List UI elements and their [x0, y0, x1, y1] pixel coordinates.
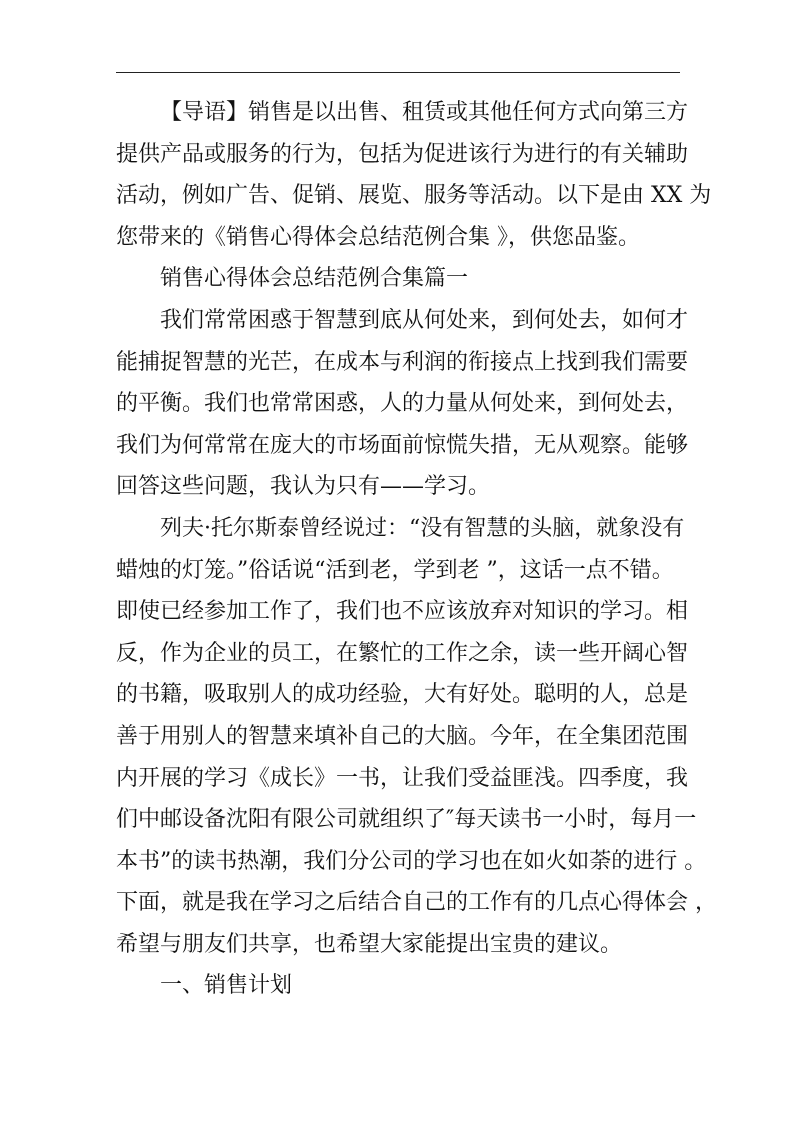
- paragraph-line: 我们为何常常在庞大的市场面前惊慌失措，无从观察。能够: [116, 432, 689, 458]
- paragraph-line: 本书”的读书热潮，我们分公司的学习也在如火如荼的进行 。: [116, 848, 707, 874]
- intro-paragraph-line: 活动，例如广告、促销、展览、服务等活动。以下是由 XX 为: [116, 183, 712, 209]
- paragraph-line: 希望与朋友们共享，也希望大家能提出宝贵的建议。: [116, 931, 623, 957]
- paragraph-line: 我们常常困惑于智慧到底从何处来，到何处去，如何才: [160, 307, 689, 333]
- paragraph-line: 能捕捉智慧的光芒，在成本与利润的衔接点上找到我们需要: [116, 349, 689, 375]
- intro-paragraph-line: 您带来的《销售心得体会总结范例合集 》，供您品鉴。: [116, 224, 640, 250]
- paragraph-line: 列夫·托尔斯泰曾经说过：“没有智慧的头脑，就象没有: [160, 515, 685, 541]
- document-body: [116, 92, 717, 1007]
- paragraph-line: 回答这些问题，我认为只有——学习。: [116, 474, 491, 500]
- paragraph-line: 蜡烛的灯笼。”俗话说“活到老，学到老 ”，这话一点不错。: [116, 557, 674, 583]
- paragraph-line: 下面，就是我在学习之后结合自己的工作有的几点心得体会 ，: [116, 890, 717, 916]
- paragraph-line: 反，作为企业的员工，在繁忙的工作之余，读一些开阔心智: [116, 640, 689, 666]
- header-rule: [116, 72, 680, 73]
- paragraph-line: 的书籍，吸取别人的成功经验，大有好处。聪明的人，总是: [116, 682, 689, 708]
- paragraph-line: 即使已经参加工作了，我们也不应该放弃对知识的学习。相: [116, 599, 689, 625]
- section-title: 销售心得体会总结范例合集篇一: [160, 266, 469, 292]
- intro-paragraph-line: 【导语】销售是以出售、租赁或其他任何方式向第三方: [160, 100, 689, 125]
- paragraph-line: 内开展的学习《成长》一书，让我们受益匪浅。四季度，我: [116, 765, 689, 791]
- paragraph-line: 善于用别人的智慧来填补自己的大脑。今年，在全集团范围: [116, 723, 689, 749]
- paragraph-line: 们中邮设备沈阳有限公司就组织了″每天读书一小时，每月一: [116, 807, 697, 833]
- subsection-heading: 一、销售计划: [160, 973, 293, 999]
- intro-paragraph-line: 提供产品或服务的行为，包括为促进该行为进行的有关辅助: [116, 141, 689, 167]
- paragraph-line: 的平衡。我们也常常困惑，人的力量从何处来，到何处去，: [116, 391, 689, 417]
